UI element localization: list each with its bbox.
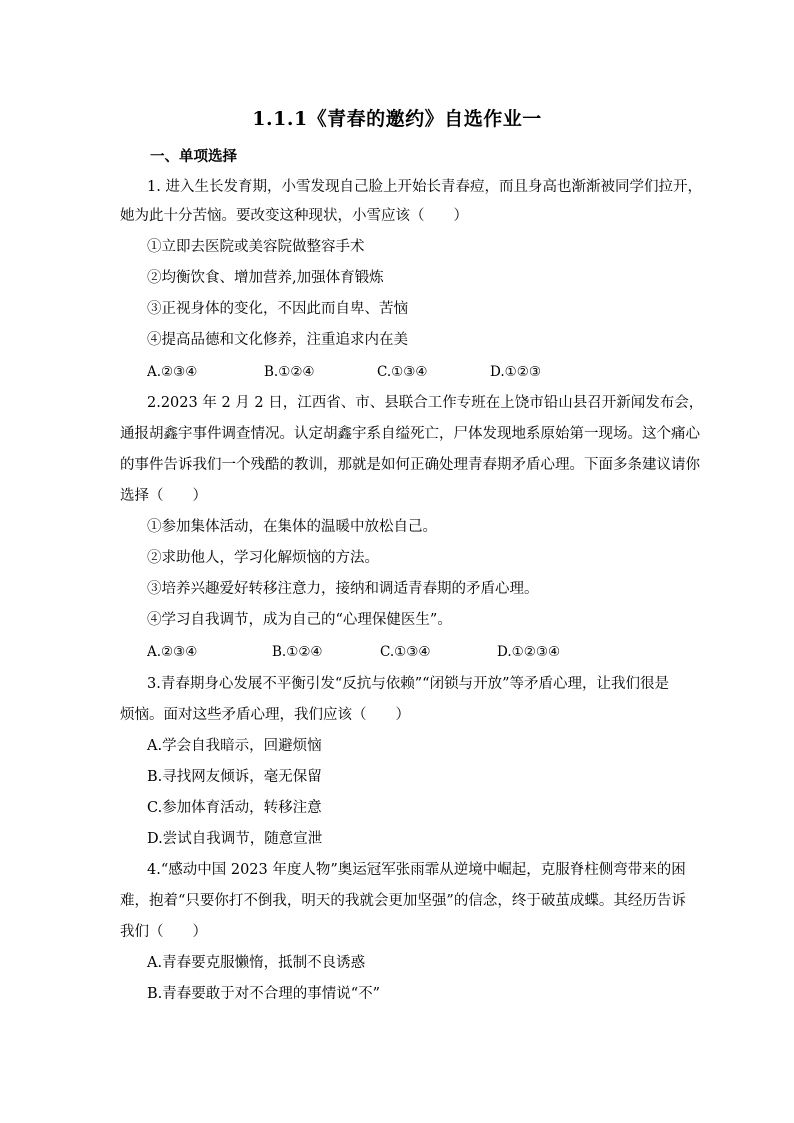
- q2-option-d: D.①②③④: [497, 644, 561, 660]
- q4-option-b: B.青春要敢于对不合理的事情说“不”: [147, 986, 381, 1002]
- q1-statement-3: ③正视身体的变化，不因此而自卑、苦恼: [147, 301, 408, 317]
- q2-stem-line-3: 的事件告诉我们一个残酷的教训，那就是如何正确处理青春期矛盾心理。下面多条建议请你: [120, 457, 700, 473]
- q3-stem-line-1: 3.青春期身心发展不平衡引发“反抗与依赖”“闭锁与开放”等矛盾心理，让我们很是: [147, 676, 669, 692]
- q3-option-a: A.学会自我暗示，回避烦恼: [147, 738, 322, 754]
- q2-statement-2: ②求助他人，学习化解烦恼的方法。: [147, 550, 379, 566]
- q2-statement-4: ④学习自我调节，成为自己的“心理保健医生”。: [147, 612, 452, 628]
- q1-statement-4: ④提高品德和文化修养，注重追求内在美: [147, 332, 408, 348]
- q1-stem-line-2: 她为此十分苦恼。要改变这种现状，小雪应该（ ）: [120, 208, 468, 224]
- q1-option-a: A.②③④: [147, 364, 198, 380]
- q2-option-a: A.②③④: [147, 644, 198, 660]
- q2-stem-line-1: 2.2023 年 2 月 2 日，江西省、市、县联合工作专班在上饶市铅山县召开新闻发布会，: [147, 395, 704, 411]
- q4-stem-line-3: 我们（ ）: [120, 924, 207, 940]
- q4-stem-line-2: 难，抱着“只要你打不倒我，明天的我就会更加坚强”的信念，终于破茧成蝶。其经历告诉: [120, 893, 686, 909]
- q1-statement-2: ②均衡饮食、增加营养,加强体育锻炼: [147, 270, 384, 286]
- q4-stem-line-1: 4.“感动中国 2023 年度人物”奥运冠军张雨霏从逆境中崛起，克服脊柱侧弯带来的困: [147, 862, 686, 878]
- section-heading: 一、单项选择: [150, 148, 237, 165]
- document-title: 1.1.1《青春的邀约》自选作业一: [252, 108, 542, 130]
- q1-option-c: C.①③④: [377, 364, 428, 380]
- q2-stem-line-4: 选择（ ）: [120, 488, 207, 504]
- q1-statement-1: ①立即去医院或美容院做整容手术: [147, 239, 365, 255]
- q1-option-b: B.①②④: [264, 364, 315, 380]
- q2-statement-1: ①参加集体活动，在集体的温暖中放松自己。: [147, 519, 437, 535]
- q2-stem-line-2: 通报胡鑫宇事件调查情况。认定胡鑫宇系自缢死亡，尸体发现地系原始第一现场。这个痛心: [120, 426, 700, 442]
- q3-stem-line-2: 烦恼。面对这些矛盾心理，我们应该（ ）: [120, 707, 410, 723]
- q1-option-d: D.①②③: [490, 364, 541, 380]
- q4-option-a: A.青春要克服懒惰，抵制不良诱惑: [147, 955, 366, 971]
- q2-statement-3: ③培养兴趣爱好转移注意力，接纳和调适青春期的矛盾心理。: [147, 581, 539, 597]
- q1-stem-line-1: 1. 进入生长发育期，小雪发现自己脸上开始长青春痘，而且身高也渐渐被同学们拉开，: [147, 179, 702, 195]
- q3-option-c: C.参加体育活动，转移注意: [147, 800, 322, 816]
- q3-option-b: B.寻找网友倾诉，毫无保留: [147, 769, 322, 785]
- q2-option-c: C.①③④: [380, 644, 431, 660]
- q3-option-d: D.尝试自我调节，随意宣泄: [147, 831, 323, 847]
- q2-option-b: B.①②④: [272, 644, 323, 660]
